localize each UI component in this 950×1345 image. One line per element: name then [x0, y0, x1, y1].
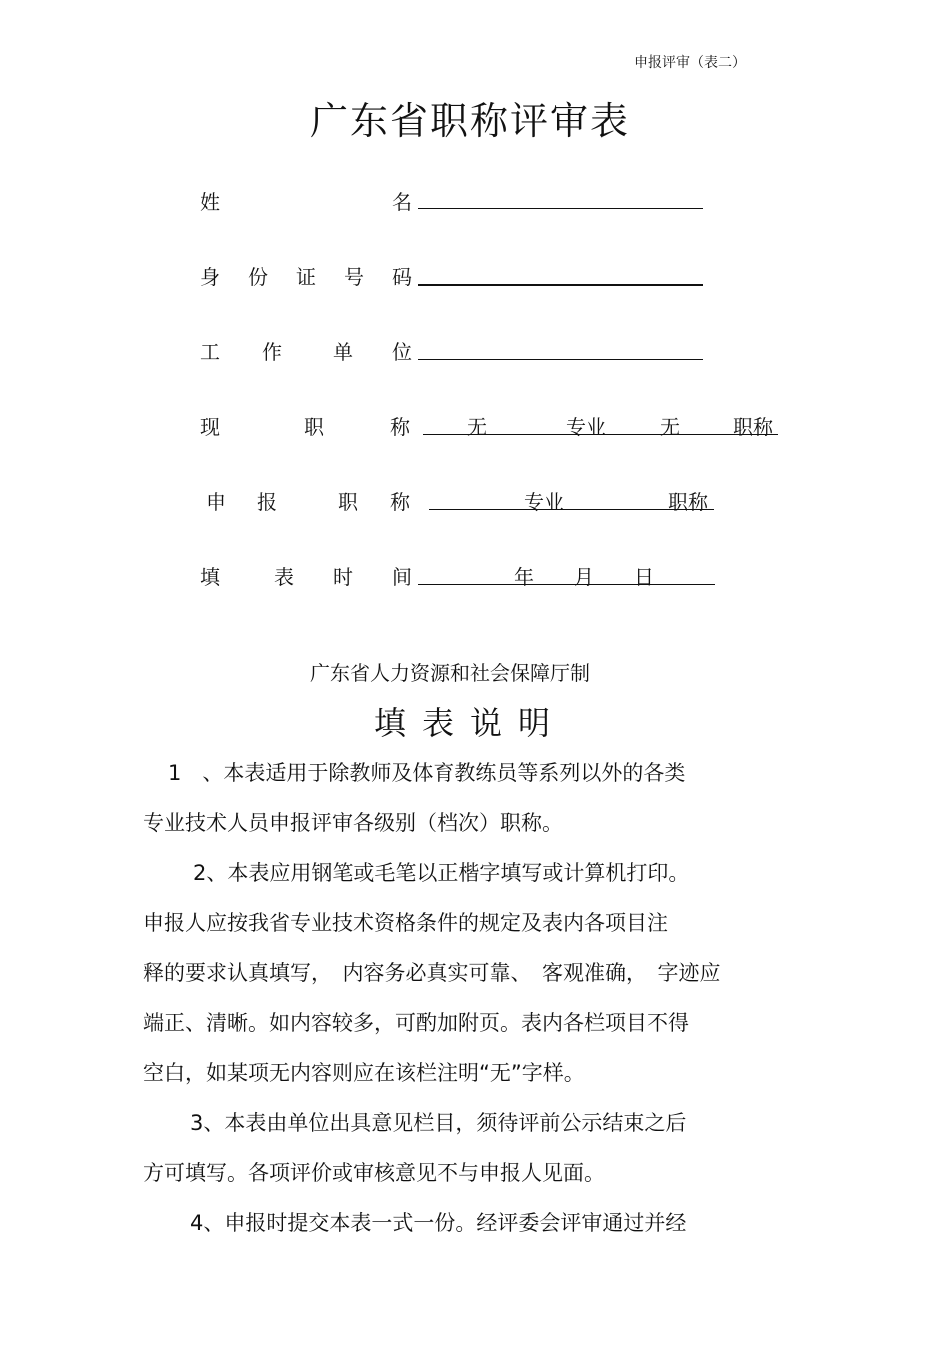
label-char: 申 — [206, 490, 226, 514]
instruction-line: 3、本表由单位出具意见栏目，须待评前公示结束之后 — [190, 1111, 687, 1135]
label-char: 码 — [392, 265, 412, 289]
issuer: 广东省人力资源和社会保障厅制 — [310, 661, 590, 685]
instruction-line: 释的要求认真填写， 内容务必真实可靠、 客观准确， 字迹应 — [143, 961, 721, 985]
label-char: 间 — [392, 565, 412, 589]
label-char: 位 — [392, 340, 412, 364]
instruction-line: 端正、清晰。如内容较多，可酌加附页。表内各栏项目不得 — [143, 1011, 689, 1035]
name-input-line[interactable] — [418, 190, 703, 209]
label-char: 姓 — [200, 190, 220, 214]
label-char: 工 — [200, 340, 220, 364]
applied-major-label: 专业 — [524, 490, 564, 514]
label-char: 证 — [296, 265, 316, 289]
label-char: 称 — [390, 490, 410, 514]
current-title-value: 无 — [660, 415, 680, 439]
label-char: 名 — [392, 190, 412, 214]
label-char: 份 — [248, 265, 268, 289]
label-char: 时 — [333, 565, 353, 589]
instructions-title: 填表说明 — [373, 704, 566, 742]
work-unit-input-line[interactable] — [418, 341, 703, 360]
label-char: 单 — [333, 340, 353, 364]
current-major-label: 专业 — [566, 415, 606, 439]
form-title: 广东省职称评审表 — [309, 99, 630, 143]
label-char: 身 — [200, 265, 220, 289]
fill-date-input-line[interactable] — [418, 566, 715, 585]
instruction-line: 空白，如某项无内容则应在该栏注明“无”字样。 — [143, 1061, 585, 1085]
label-char: 表 — [274, 565, 294, 589]
instruction-line: 2、本表应用钢笔或毛笔以正楷字填写或计算机打印。 — [193, 861, 690, 885]
label-char: 称 — [390, 415, 410, 439]
instruction-line: 专业技术人员申报评审各级别（档次）职称。 — [143, 811, 563, 835]
id-number-input-line[interactable] — [418, 266, 703, 286]
label-char: 报 — [257, 490, 277, 514]
label-char: 职 — [304, 415, 324, 439]
year-label: 年 — [514, 565, 534, 589]
instruction-line: 方可填写。各项评价或审核意见不与申报人见面。 — [143, 1161, 605, 1185]
current-title-label: 职称 — [733, 415, 773, 439]
label-char: 填 — [200, 565, 220, 589]
instruction-line: 1 、本表适用于除教师及体育教练员等系列以外的各类 — [168, 761, 686, 785]
month-label: 月 — [574, 565, 594, 589]
label-char: 职 — [338, 490, 358, 514]
current-major-value: 无 — [467, 415, 487, 439]
document-code: 申报评审（表二） — [634, 55, 746, 71]
label-char: 作 — [262, 340, 282, 364]
day-label: 日 — [634, 565, 654, 589]
instruction-line: 申报人应按我省专业技术资格条件的规定及表内各项目注 — [143, 911, 668, 935]
instruction-line: 4、申报时提交本表一式一份。经评委会评审通过并经 — [190, 1211, 687, 1235]
label-char: 号 — [344, 265, 364, 289]
label-char: 现 — [200, 415, 220, 439]
applied-title-label: 职称 — [668, 490, 708, 514]
